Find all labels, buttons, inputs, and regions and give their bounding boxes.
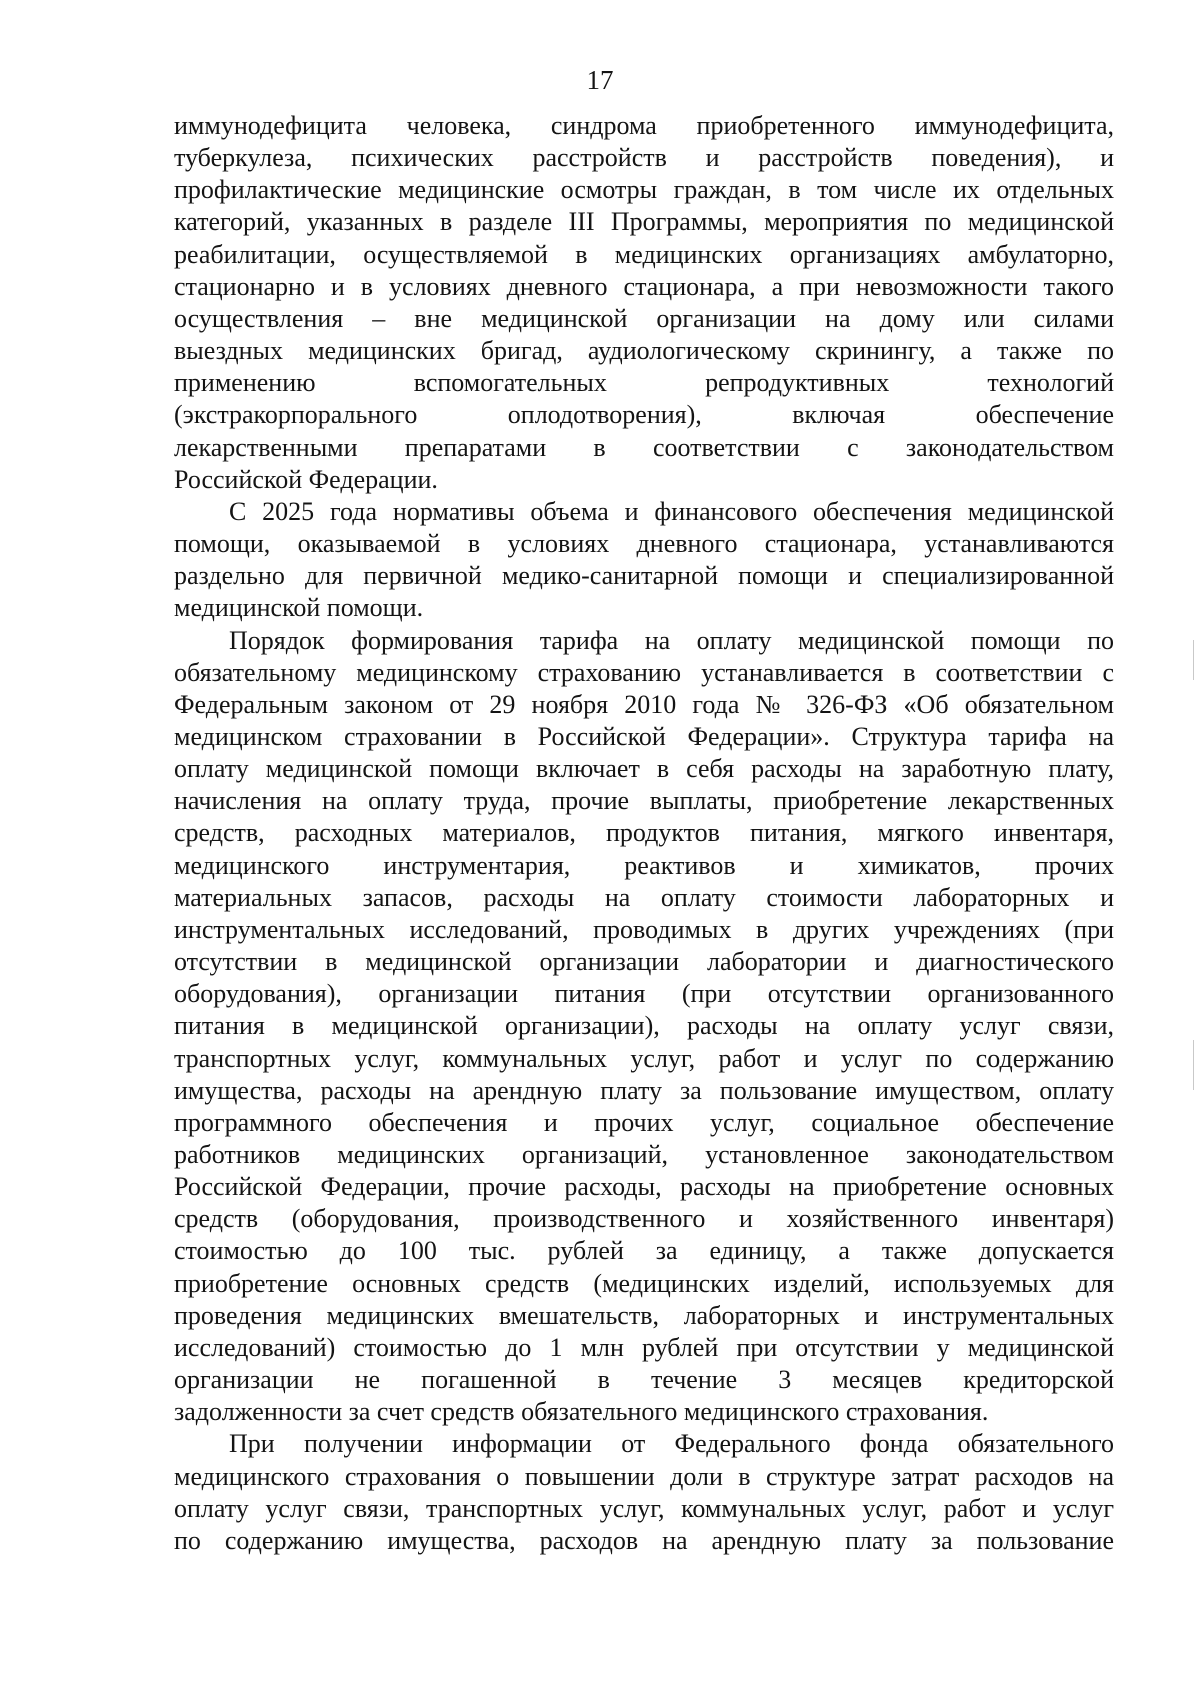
text-line: транспортных услуг, коммунальных услуг, работ и услуг по содержанию (174, 1043, 1114, 1073)
text-line: инструментальных исследований, проводимых в других учреждениях (при (174, 914, 1114, 944)
text-line: применению вспомогательных репродуктивных технологий (174, 368, 1114, 398)
text-line: обязательному медицинскому страхованию устанавливается в соответствии с (174, 657, 1114, 687)
text-line: Российской Федерации. (174, 464, 438, 494)
text-line: оборудования), организации питания (при отсутствии организованного (174, 979, 1114, 1009)
text-line: При получении информации от Федерального фонда обязательного (229, 1429, 1114, 1459)
text-line: исследований) стоимостью до 1 млн рублей при отсутствии у медицинской (174, 1332, 1114, 1362)
text-line: средств, расходных материалов, продуктов питания, мягкого инвентаря, (174, 818, 1114, 848)
text-line: осуществления – вне медицинской организации на дому или силами (174, 303, 1114, 333)
text-line: медицинском страховании в Российской Федерации». Структура тарифа на (174, 721, 1114, 751)
text-line: помощи, оказываемой в условиях дневного стационара, устанавливаются (174, 529, 1114, 559)
scan-edge-mark (1193, 640, 1194, 680)
paragraph (174, 1428, 1114, 1557)
text-line: отсутствии в медицинской организации лаборатории и диагностического (174, 947, 1114, 977)
page-number: 17 (586, 65, 614, 95)
text-line: задолженности за счет средств обязательного медицинского страхования. (174, 1397, 989, 1427)
text-line: (экстракорпорального оплодотворения), включая обеспечение (174, 400, 1114, 430)
text-line: проведения медицинских вмешательств, лабораторных и инструментальных (174, 1300, 1114, 1330)
text-line: Порядок формирования тарифа на оплату медицинской помощи по (229, 625, 1114, 655)
scan-edge-mark (1193, 1040, 1194, 1090)
text-line: оплату услуг связи, транспортных услуг, коммунальных услуг, работ и услуг (174, 1493, 1114, 1523)
text-line: Федеральным законом от 29 ноября 2010 года № 326-ФЗ «Об обязательном (174, 689, 1114, 719)
text-line: имущества, расходы на арендную плату за пользование имуществом, оплату (174, 1075, 1114, 1105)
text-line: материальных запасов, расходы на оплату стоимости лабораторных и (174, 882, 1114, 912)
text-line: Российской Федерации, прочие расходы, расходы на приобретение основных (174, 1172, 1114, 1202)
text-line: туберкулеза, психических расстройств и расстройств поведения), и (174, 143, 1114, 173)
text-line: раздельно для первичной медико-санитарной помощи и специализированной (174, 561, 1114, 591)
text-line: профилактические медицинские осмотры граждан, в том числе их отдельных (174, 175, 1114, 205)
text-line: организации не погашенной в течение 3 месяцев кредиторской (174, 1365, 1114, 1395)
paragraph (174, 625, 1114, 1429)
text-line: медицинского инструментария, реактивов и химикатов, прочих (174, 850, 1114, 880)
text-line: питания в медицинской организации), расходы на оплату услуг связи, (174, 1011, 1114, 1041)
text-line: реабилитации, осуществляемой в медицинских организациях амбулаторно, (174, 239, 1114, 269)
document-body (174, 110, 1114, 1557)
paragraph (174, 496, 1114, 625)
text-line: программного обеспечения и прочих услуг, социальное обеспечение (174, 1107, 1114, 1137)
text-line: выездных медицинских бригад, аудиологическому скринингу, а также по (174, 336, 1114, 366)
text-line: начисления на оплату труда, прочие выплаты, приобретение лекарственных (174, 786, 1114, 816)
paragraph (174, 110, 1114, 496)
text-line: работников медицинских организаций, установленное законодательством (174, 1140, 1114, 1169)
text-line: оплату медицинской помощи включает в себя расходы на заработную плату, (174, 754, 1114, 784)
text-line: стоимостью до 100 тыс. рублей за единицу, а также допускается (174, 1236, 1114, 1266)
text-line: по содержанию имущества, расходов на арендную плату за пользование (174, 1525, 1114, 1555)
text-line: стационарно и в условиях дневного стационара, а при невозможности такого (174, 271, 1114, 301)
text-line: приобретение основных средств (медицинских изделий, используемых для (174, 1268, 1114, 1298)
text-line: медицинского страхования о повышении доли в структуре затрат расходов на (174, 1461, 1114, 1491)
text-line: С 2025 года нормативы объема и финансового обеспечения медицинской (229, 496, 1114, 526)
text-line: иммунодефицита человека, синдрома приобретенного иммунодефицита, (174, 111, 1114, 140)
text-line: категорий, указанных в разделе III Программы, мероприятия по медицинской (174, 207, 1114, 237)
text-line: медицинской помощи. (174, 593, 424, 623)
text-line: средств (оборудования, производственного и хозяйственного инвентаря) (174, 1204, 1114, 1234)
text-line: лекарственными препаратами в соответствии с законодательством (174, 432, 1114, 462)
